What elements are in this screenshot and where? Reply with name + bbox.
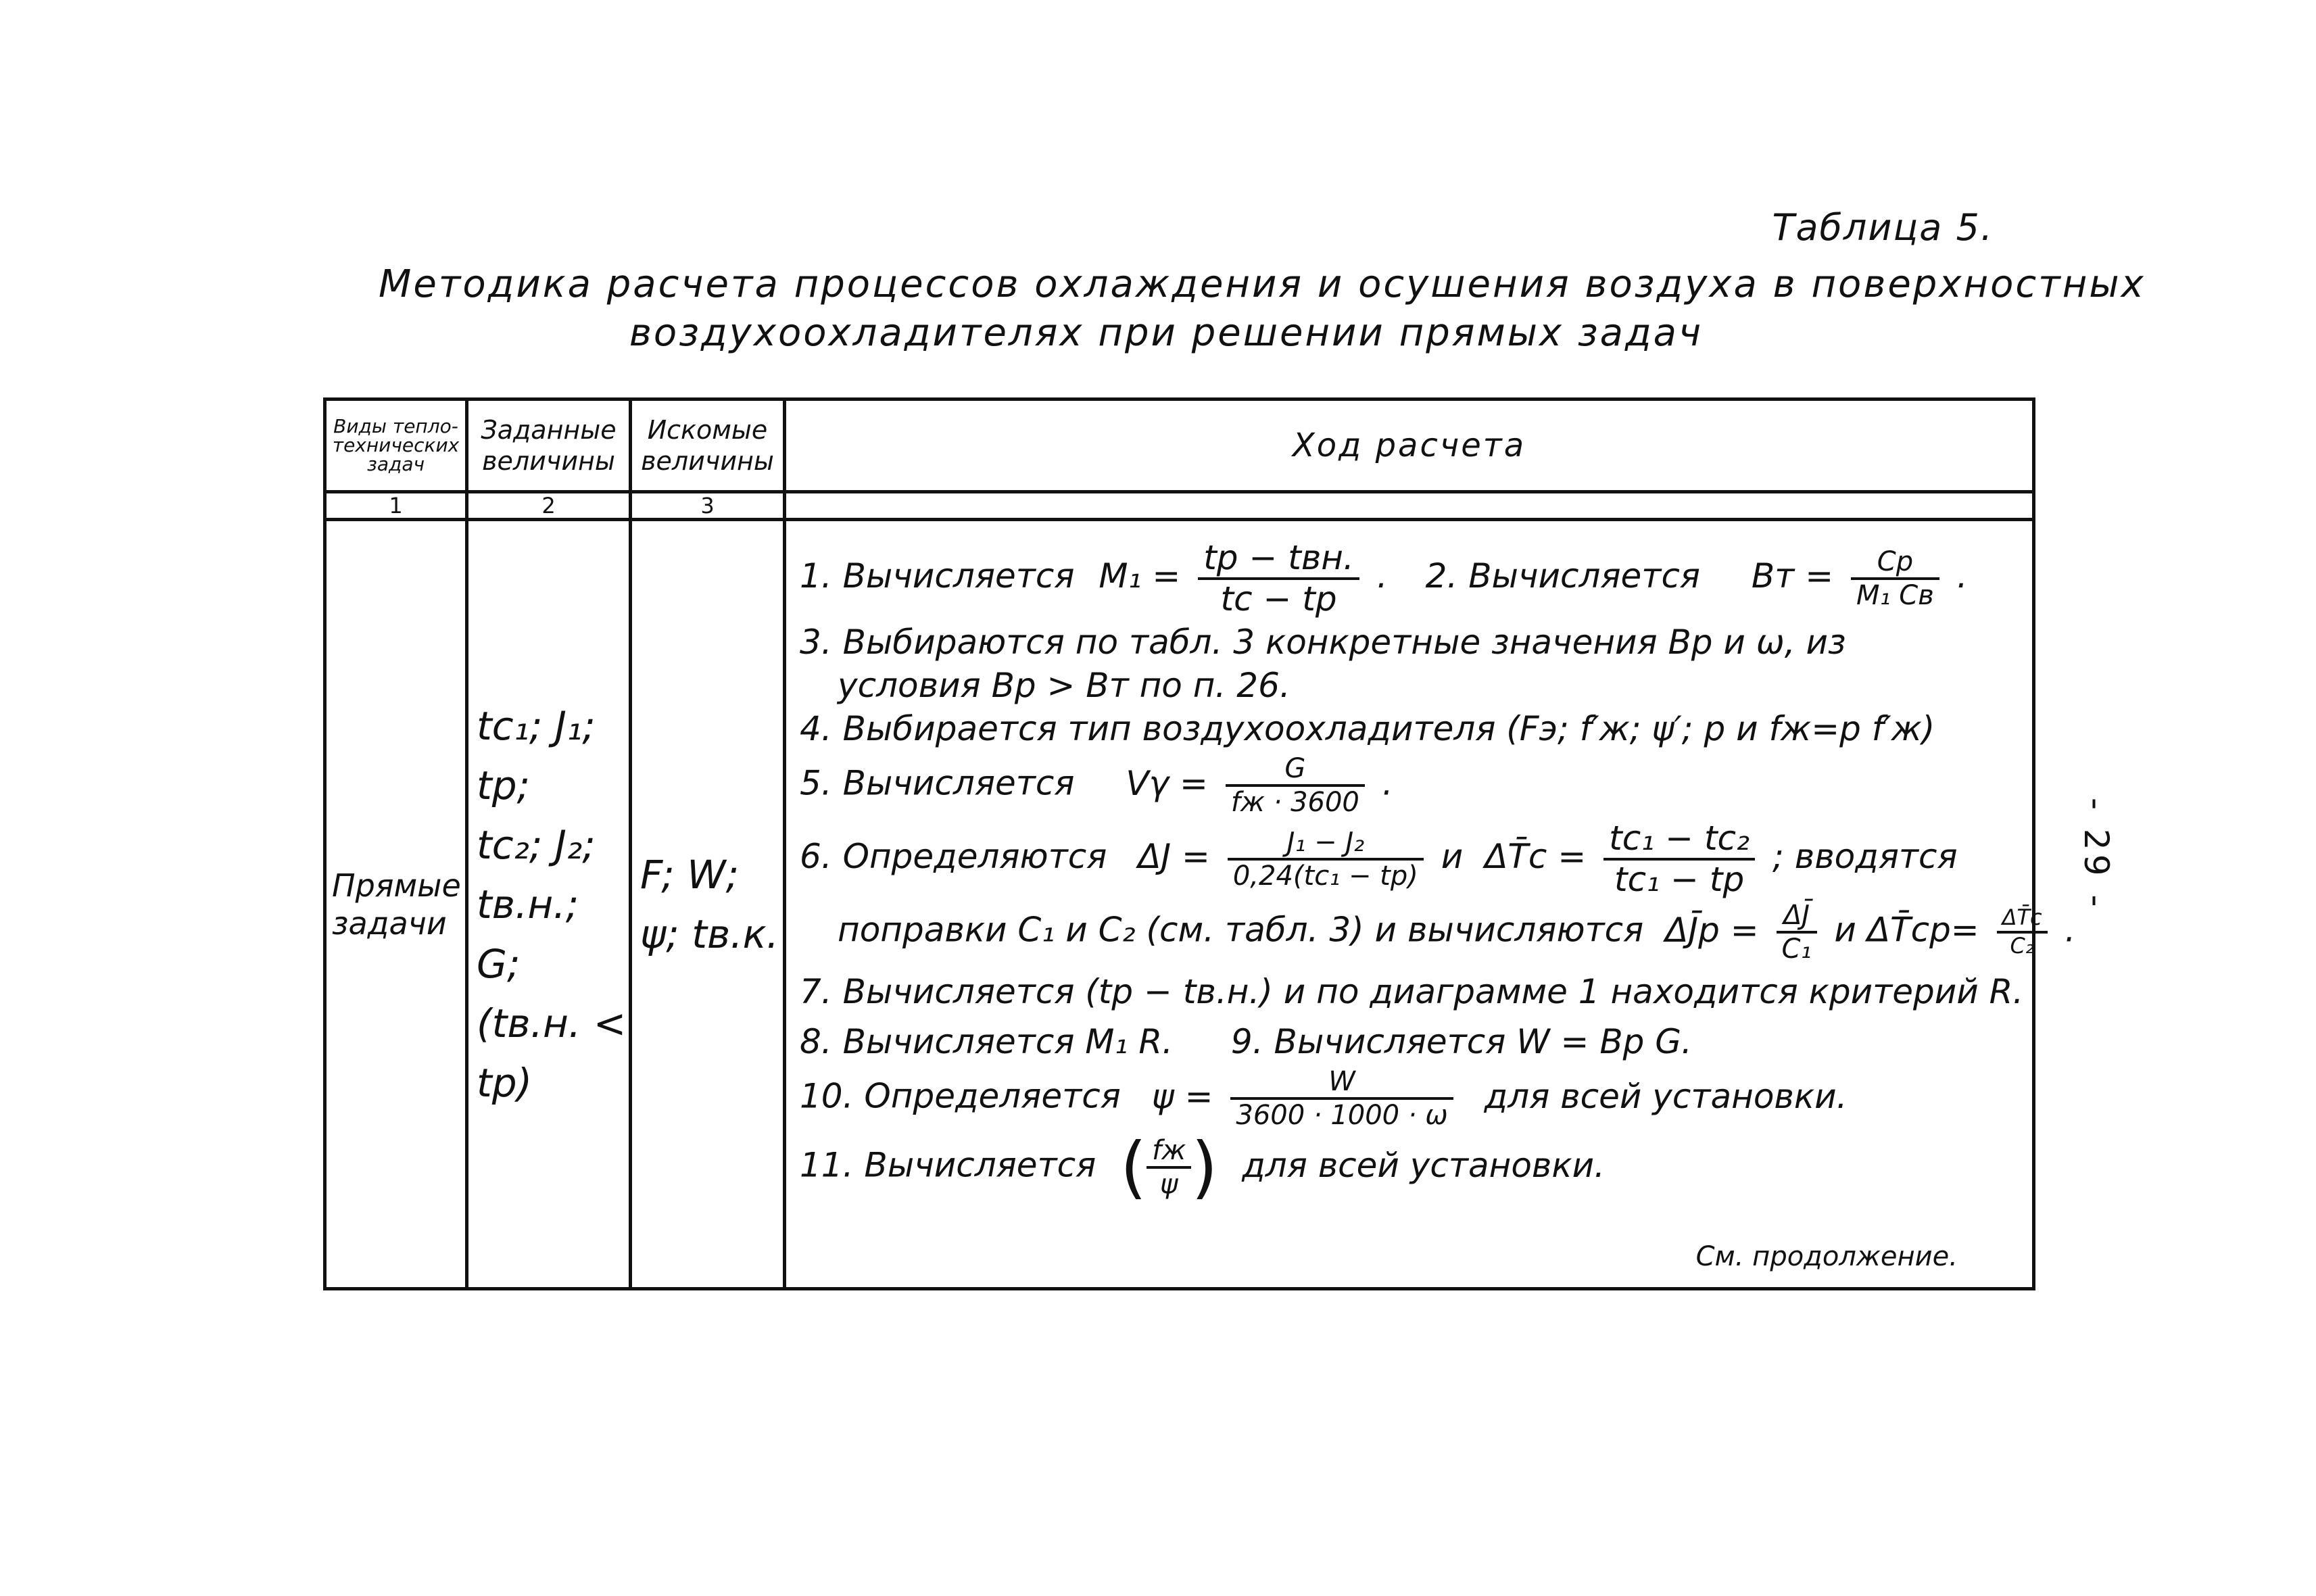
step-6-label: 6. Определяются: [800, 837, 1107, 876]
denominator: C₂: [2010, 933, 2034, 959]
step-6-lhs: ΔJ =: [1138, 837, 1210, 876]
step-6-fraction-2: [1603, 821, 1755, 897]
step-5-label: 5. Вычисляется: [800, 763, 1075, 803]
step-10: [800, 1067, 2020, 1130]
task-type-cell: Прямые задачи: [325, 520, 467, 1289]
step-5: [800, 754, 2020, 817]
step-3-line-2: условия Bр > Bт по п. 26.: [838, 666, 1290, 705]
steps-list: [786, 521, 2076, 1207]
table-label: Таблица 5.: [1772, 206, 1994, 249]
step-9: 9. Вычисляется W = Bр G.: [1230, 1022, 1692, 1061]
step-4: 4. Выбирается тип воздухоохладителя (Fэ; f′ж; ψ′; р и fж=р f′ж): [800, 709, 1935, 748]
header-sought-values: Искомые величины: [631, 400, 785, 492]
denominator: ψ: [1160, 1169, 1178, 1200]
numerator: ΔT̄c: [1997, 906, 2048, 934]
step-7: 7. Вычисляется (tр − tв.н.) и по диаграмме 1 находится критерий R.: [800, 972, 2024, 1011]
step-6b-lhs: ΔJ̄р =: [1665, 910, 1759, 950]
step-8-9: [800, 1020, 2020, 1063]
step-10-lhs: ψ =: [1151, 1076, 1213, 1116]
denominator: tc₁ − tр: [1614, 859, 1745, 899]
denominator: 0,24(tc₁ − tр): [1232, 860, 1418, 892]
header-task-type: Виды тепло-технических задач: [325, 400, 467, 492]
title-line-2: воздухоохладителях при решении прямых задач: [629, 311, 1704, 355]
step-2-fraction: [1851, 548, 1939, 610]
denominator: 3600 · 1000 · ω: [1236, 1100, 1448, 1131]
header-calculation-procedure: Ход расчета: [785, 400, 2034, 492]
numerator: Cр: [1851, 548, 1939, 580]
column-number: 1: [325, 492, 467, 520]
step-5-lhs: Vγ =: [1126, 763, 1208, 803]
step-2-lhs: Bт =: [1751, 556, 1834, 596]
step-1-fraction: [1198, 538, 1359, 619]
numerator: fж: [1147, 1136, 1191, 1169]
step-10-end: для всей установки.: [1484, 1076, 1848, 1116]
step-6-lhs-2: ΔT̄c =: [1485, 837, 1587, 876]
step-8: 8. Вычисляется M₁ R.: [800, 1022, 1174, 1061]
step-11: [800, 1128, 2020, 1207]
given-values-cell: tc₁; J₁; tр; tc₂; J₂; tв.н.; G; (tв.н. < tр): [467, 520, 631, 1289]
step-11-label: 11. Вычисляется: [800, 1145, 1096, 1185]
left-paren: (: [1120, 1128, 1147, 1207]
step-11-fraction: [1147, 1136, 1191, 1199]
step-6b-fraction: [1777, 901, 1817, 963]
step-6-fraction: [1228, 828, 1424, 890]
step-1-lhs: M₁ =: [1099, 556, 1181, 596]
column-number: [785, 492, 2034, 520]
sought-values-cell: F; W; ψ; tв.к.: [631, 520, 785, 1289]
page-number: - 29 -: [2077, 798, 2116, 911]
step-6b-lhs-2: ΔT̄cр=: [1866, 910, 1979, 950]
step-1-label: 1. Вычисляется: [800, 556, 1075, 596]
step-11-end: для всей установки.: [1242, 1145, 1605, 1185]
header-given-values: Заданные величины: [467, 400, 631, 492]
numerator: J₁ − J₂: [1228, 828, 1424, 861]
numerator: G: [1226, 754, 1365, 787]
step-2-label: 2. Вычисляется: [1425, 556, 1701, 596]
step-1-2: [800, 538, 2020, 619]
step-6b-fraction-2: [1997, 906, 2048, 957]
step-6: [800, 821, 2020, 897]
title-line-1: Методика расчета процессов охлаждения и осушения воздуха в поверхностных: [379, 262, 2146, 306]
denominator: C₁: [1781, 934, 1812, 965]
step-6b-mid: и: [1834, 910, 1856, 950]
denominator: fж · 3600: [1230, 787, 1359, 818]
column-number: 3: [631, 492, 785, 520]
denominator: M₁ Cв: [1856, 579, 1934, 611]
step-6-mid: и: [1441, 837, 1464, 876]
table-row: [325, 520, 2034, 1289]
step-6b-end: .: [2065, 910, 2076, 950]
numerator: tр − tвн.: [1198, 540, 1359, 580]
step-6b-text: поправки C₁ и C₂ (см. табл. 3) и вычисляются: [838, 910, 1644, 950]
calculation-method-table: [323, 397, 2076, 1290]
column-number: 2: [467, 492, 631, 520]
right-paren: ): [1191, 1128, 1218, 1207]
numerator: W: [1230, 1067, 1453, 1100]
header-row: [325, 400, 2034, 492]
column-number-row: [325, 492, 2034, 520]
step-10-label: 10. Определяется: [800, 1076, 1121, 1116]
numerator: ΔJ̄: [1777, 901, 1817, 934]
step-3-line-1: 3. Выбираются по табл. 3 конкретные значения Bр и ω, из: [800, 623, 1846, 662]
step-6-continued: [800, 900, 2076, 965]
step-5-fraction: [1226, 754, 1365, 817]
step-2-end: .: [1956, 556, 1968, 596]
calculation-steps-cell: [785, 520, 2076, 1289]
continued-note: См. продолжение.: [1695, 1241, 1958, 1272]
step-6-end: ; вводятся: [1772, 837, 1958, 876]
step-1-end: .: [1376, 556, 1388, 596]
step-5-end: .: [1382, 763, 1393, 803]
step-10-fraction: [1230, 1067, 1453, 1130]
document-title: [379, 260, 2146, 358]
numerator: tc₁ − tc₂: [1603, 821, 1755, 861]
denominator: tс − tр: [1220, 579, 1337, 619]
